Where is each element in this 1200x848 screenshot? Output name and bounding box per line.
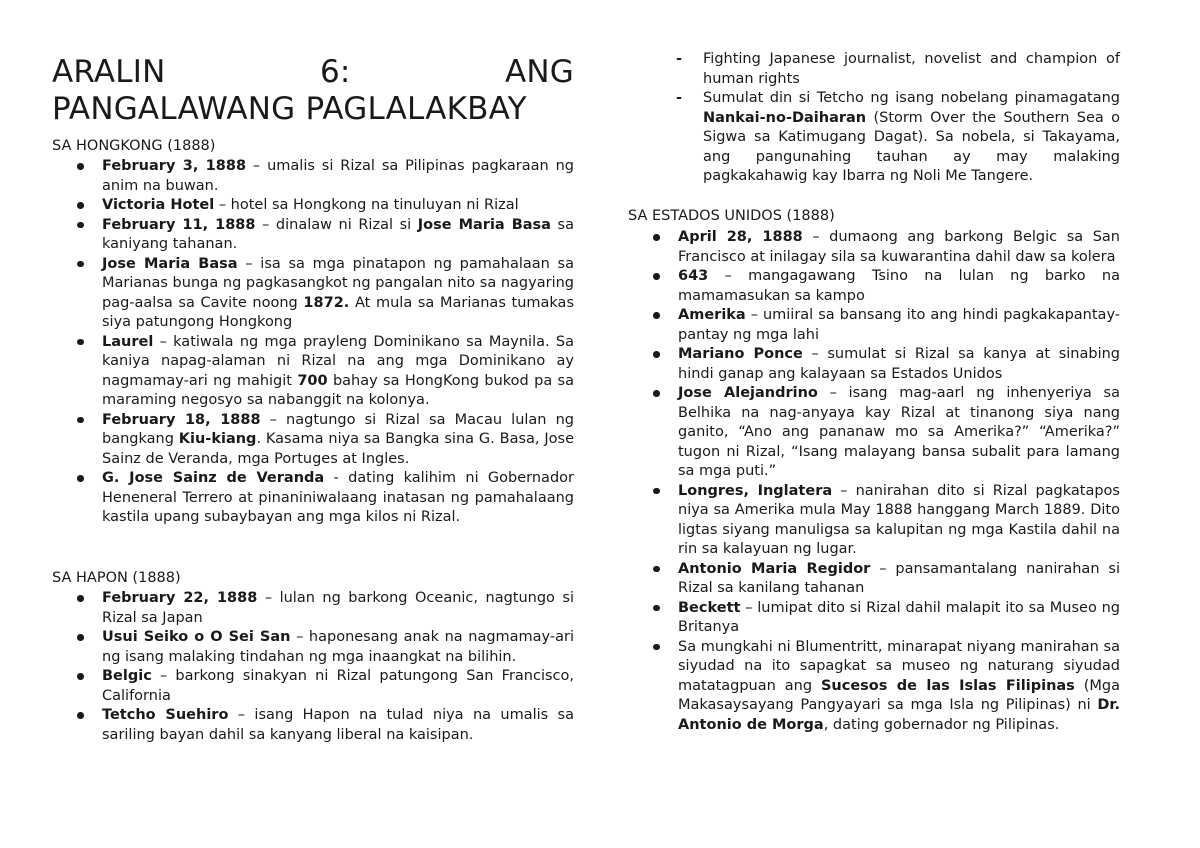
list-item: - Fighting Japanese journalist, novelist and champion of human rights	[676, 51, 1120, 87]
bullet-icon	[653, 644, 660, 651]
list-item: G. Jose Sainz de Veranda - dating kalihim ni Gobernador Heneneral Terrero at pinaniniwalaang inatasan ng pamahalaang kastila upang subaybayan ang mga kilos ni Rizal.	[52, 469, 574, 528]
bullet-icon	[77, 634, 84, 641]
bullet-icon	[653, 351, 660, 358]
left-column	[52, 0, 574, 848]
list-item: Mariano Ponce – sumulat si Rizal sa kanya at sinabing hindi ganap ang kalayaan sa Estados Unidos	[628, 345, 1120, 384]
bullet-icon	[653, 234, 660, 241]
page-title	[52, 54, 574, 128]
list-tetcho-details	[676, 50, 1120, 187]
bullet-icon	[77, 261, 84, 268]
list-item: Tetcho Suehiro – isang Hapon na tulad niya na umalis sa sariling bayan dahil sa kanyang liberal na kaisipan.	[52, 706, 574, 745]
list-item: Victoria Hotel – hotel sa Hongkong na tinuluyan ni Rizal	[52, 196, 574, 216]
list-item: Beckett – lumipat dito si Rizal dahil malapit ito sa Museo ng Britanya	[628, 599, 1120, 638]
list-hongkong	[52, 157, 574, 528]
list-item: Laurel – katiwala ng mga prayleng Dominikano sa Maynila. Sa kaniya napag-alaman ni Rizal na ang mga Dominikano ay nagmamay-ari ng mahigit 700 bahay sa HongKong bukod pa sa maraming negosyo sa nabanggit na kolonya.	[52, 333, 574, 411]
bullet-icon	[77, 712, 84, 719]
dash-icon: -	[676, 51, 683, 67]
section-heading-estados-unidos: SA ESTADOS UNIDOS (1888)	[628, 208, 835, 224]
section-heading-hongkong: SA HONGKONG (1888)	[52, 138, 216, 154]
list-item: February 18, 1888 – nagtungo si Rizal sa Macau lulan ng bangkang Kiu-kiang. Kasama niya sa Bangka sina G. Basa, Jose Sainz de Veranda, mga Portuges at Ingles.	[52, 411, 574, 470]
list-item: February 3, 1888 – umalis si Rizal sa Pilipinas pagkaraan ng anim na buwan.	[52, 157, 574, 196]
list-item: Amerika – umiiral sa bansang ito ang hindi pagkakapantay-pantay ng mga lahi	[628, 306, 1120, 345]
section-heading-hapon: SA HAPON (1888)	[52, 570, 181, 586]
bullet-icon	[653, 605, 660, 612]
bullet-icon	[77, 202, 84, 209]
bullet-icon	[77, 163, 84, 170]
bullet-icon	[77, 222, 84, 229]
bullet-icon	[77, 417, 84, 424]
list-item: February 22, 1888 – lulan ng barkong Oceanic, nagtungo si Rizal sa Japan	[52, 589, 574, 628]
bullet-icon	[653, 566, 660, 573]
bullet-icon	[653, 312, 660, 319]
list-item: Belgic – barkong sinakyan ni Rizal patungong San Francisco, California	[52, 667, 574, 706]
bullet-icon	[653, 390, 660, 397]
list-item: Antonio Maria Regidor – pansamantalang nanirahan si Rizal sa kanilang tahanan	[628, 560, 1120, 599]
bullet-icon	[653, 488, 660, 495]
list-item: - Sumulat din si Tetcho ng isang nobelang pinamagatang Nankai-no-Daiharan (Storm Over the Southern Sea o Sigwa sa Katimugang Dagat). Sa nobela, si Takayama, ang pangunahing tauhan ay may malaking pagkakahawig kay Ibarra ng Noli Me Tangere.	[676, 90, 1120, 184]
list-item: Sa mungkahi ni Blumentritt, minarapat niyang manirahan sa siyudad na ito sapagkat sa museo ng naturang siyudad matatagpuan ang Sucesos de las Islas Filipinas (Mga Makasaysayang Pangyayari sa mga Isla ng Pilipinas) ni Dr. Antonio de Morga, dating gobernador ng Pilipinas.	[628, 638, 1120, 736]
bullet-icon	[653, 273, 660, 280]
list-estados-unidos	[628, 228, 1120, 735]
list-item: 643 – mangagawang Tsino na lulan ng barko na mamamasukan sa kampo	[628, 267, 1120, 306]
list-item: Longres, Inglatera – nanirahan dito si Rizal pagkatapos niya sa Amerika mula May 1888 hanggang March 1889. Dito ligtas siyang manuligsa sa kalupitan ng mga Kastila dahil na rin sa kalayuan ng lugar.	[628, 482, 1120, 560]
title-line-2: PANGALAWANG PAGLALAKBAY	[52, 91, 527, 127]
title-line-1: ARALIN 6: ANG	[52, 54, 574, 90]
list-item: Jose Alejandrino – isang mag-aarl ng inhenyeriya sa Belhika na nag-anyaya kay Rizal at tinanong siya nang ganito, “Ano ang pananaw mo sa Amerika?” “Amerika?” tugon ni Rizal, “Isang malayang bansa subalit para lamang sa mga puti.”	[628, 384, 1120, 482]
bullet-icon	[77, 339, 84, 346]
bullet-icon	[77, 475, 84, 482]
bullet-icon	[77, 673, 84, 680]
list-item: February 11, 1888 – dinalaw ni Rizal si Jose Maria Basa sa kaniyang tahanan.	[52, 216, 574, 255]
list-hapon	[52, 589, 574, 745]
dash-icon: -	[676, 90, 683, 106]
right-column	[628, 0, 1120, 848]
list-item: April 28, 1888 – dumaong ang barkong Belgic sa San Francisco at inilagay sila sa kuwarantina dahil daw sa kolera	[628, 228, 1120, 267]
list-item: Jose Maria Basa – isa sa mga pinatapon ng pamahalaan sa Marianas bunga ng pagkasangkot ng pangalan nito sa nagyaring pag-aalsa sa Cavite noong 1872. At mula sa Marianas tumakas siya patungong Hongkong	[52, 255, 574, 333]
bullet-icon	[77, 595, 84, 602]
list-item: Usui Seiko o O Sei San – haponesang anak na nagmamay-ari ng isang malaking tindahan ng mga inaangkat na bilihin.	[52, 628, 574, 667]
